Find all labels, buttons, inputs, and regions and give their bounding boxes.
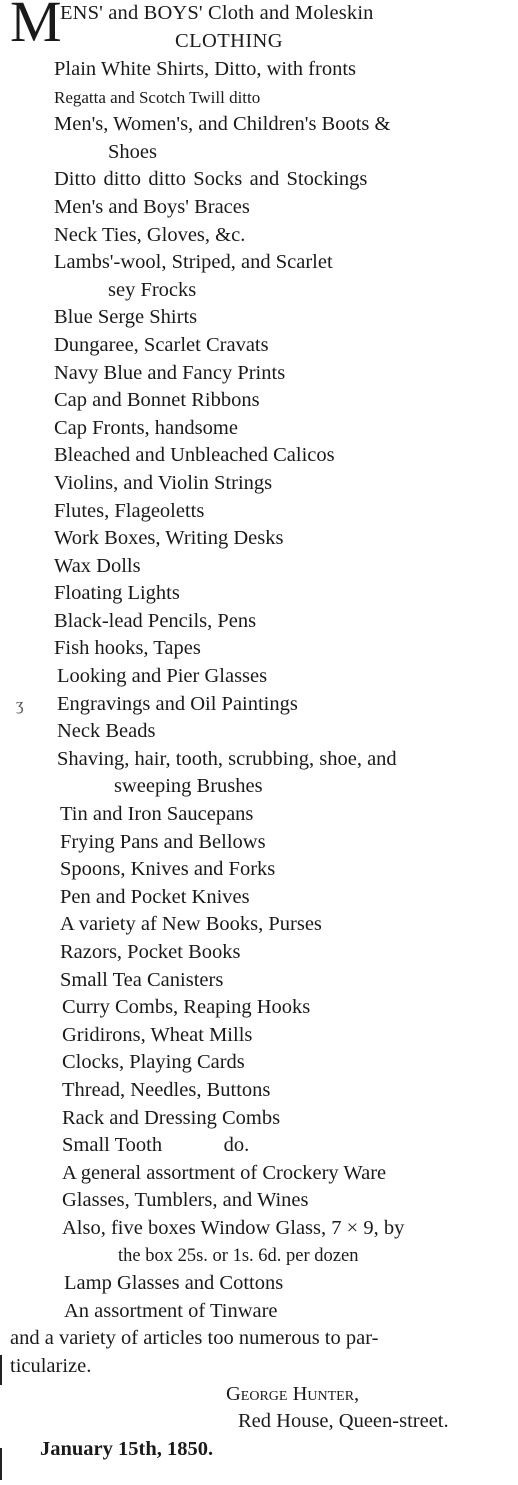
line-text: Gridirons, Wheat Mills <box>62 1023 253 1046</box>
line-text: Red House, Queen-street. <box>238 1410 449 1433</box>
line-text: Shaving, hair, tooth, scrubbing, shoe, and <box>57 747 397 770</box>
text-line <box>0 663 518 691</box>
text-line <box>0 939 518 967</box>
text-line <box>0 1270 518 1298</box>
text-line <box>0 1298 518 1326</box>
line-text: Plain White Shirts, Ditto, with fronts <box>54 58 356 80</box>
line-text: Pen and Pocket Knives <box>60 885 250 908</box>
text-line <box>0 1408 518 1436</box>
text-line <box>0 1105 518 1133</box>
line-text: sey Frocks <box>108 278 197 301</box>
line-text: the box 25s. or 1s. 6d. per dozen <box>118 1245 359 1266</box>
text-line <box>0 911 518 939</box>
line-text: Regatta and Scotch Twill ditto <box>54 87 261 107</box>
text-line <box>0 1049 518 1077</box>
line-text: Razors, Pocket Books <box>60 941 241 963</box>
line-text: Ditto ditto ditto Socks and Stockings <box>54 168 368 191</box>
text-line <box>0 635 518 663</box>
line-text: Curry Combs, Reaping Hooks <box>62 996 311 1019</box>
line-text: Dungaree, Scarlet Cravats <box>54 333 269 356</box>
text-line <box>0 1187 518 1215</box>
line-text: Neck Beads <box>57 720 156 743</box>
text-line <box>0 884 518 912</box>
line-text: Glasses, Tumblers, and Wines <box>62 1189 309 1212</box>
text-line <box>0 1243 518 1271</box>
text-line <box>0 1436 518 1464</box>
line-text: Wax Dolls <box>54 554 141 577</box>
line-text: Lambs'-wool, Striped, and Scarlet <box>54 251 333 274</box>
heading-line-2: CLOTHING <box>175 30 283 52</box>
line-text: Men's and Boys' Braces <box>54 195 250 218</box>
line-text: Looking and Pier Glasses <box>57 665 268 688</box>
text-line <box>0 1022 518 1050</box>
text-line <box>0 194 518 222</box>
text-line <box>0 277 518 305</box>
line-text: sweeping Brushes <box>114 775 263 798</box>
line-text: Small Tea Canisters <box>60 968 224 991</box>
text-line <box>0 856 518 884</box>
text-line <box>0 332 518 360</box>
text-line <box>0 1215 518 1243</box>
line-text: Work Boxes, Writing Desks <box>54 527 284 550</box>
line-text: Navy Blue and Fancy Prints <box>54 361 286 384</box>
text-line <box>0 304 518 332</box>
text-line <box>0 773 518 801</box>
text-line <box>0 415 518 443</box>
line-text: A variety af New Books, Purses <box>60 913 322 936</box>
text-line <box>0 691 518 719</box>
advertisement-heading <box>10 0 518 56</box>
line-text: Engravings and Oil Paintings <box>57 692 298 715</box>
line-text: and a variety of articles too numerous to par- <box>10 1327 379 1350</box>
text-line <box>0 1160 518 1188</box>
line-text: Cap Fronts, handsome <box>54 416 238 439</box>
text-line <box>0 139 518 167</box>
line-text: Cap and Bonnet Ribbons <box>54 389 260 412</box>
line-text: Floating Lights <box>54 582 180 605</box>
heading-line-1: ENS' and BOYS' Cloth and Moleskin <box>60 2 374 24</box>
line-text: Men's, Women's, and Children's Boots & <box>54 113 391 136</box>
text-line <box>0 801 518 829</box>
line-text: Also, five boxes Window Glass, 7 × 9, by <box>62 1216 405 1239</box>
line-text: Tin and Iron Saucepans <box>60 803 254 826</box>
text-line <box>0 360 518 388</box>
line-text: Fish hooks, Tapes <box>54 637 201 660</box>
line-text: Clocks, Playing Cards <box>62 1051 245 1074</box>
line-text: ticularize. <box>10 1354 92 1377</box>
margin-mark: ʒ <box>16 694 24 714</box>
line-text: January 15th, 1850. <box>40 1437 214 1460</box>
text-line <box>0 746 518 774</box>
line-text: Thread, Needles, Buttons <box>62 1078 271 1101</box>
text-line <box>0 387 518 415</box>
line-text: Violins, and Violin Strings <box>54 471 273 494</box>
item-list <box>0 56 518 1463</box>
line-text: Small Tooth do. <box>62 1134 250 1157</box>
text-line <box>0 442 518 470</box>
line-text: Lamp Glasses and Cottons <box>64 1272 284 1295</box>
text-line <box>0 994 518 1022</box>
left-margin-rule <box>0 1448 2 1480</box>
text-line <box>0 166 518 194</box>
line-text: An assortment of Tinware <box>64 1299 278 1322</box>
text-line <box>0 1381 518 1409</box>
text-line <box>0 470 518 498</box>
text-line <box>0 498 518 526</box>
line-text: Rack and Dressing Combs <box>62 1106 281 1129</box>
text-line <box>0 967 518 995</box>
line-text: George Hunter, <box>226 1382 360 1405</box>
text-line <box>0 1077 518 1105</box>
text-line <box>0 111 518 139</box>
drop-cap: M <box>10 0 62 54</box>
text-line <box>0 525 518 553</box>
text-line <box>0 1325 518 1353</box>
line-text: Black-lead Pencils, Pens <box>54 609 257 632</box>
text-line <box>0 829 518 857</box>
line-text: Neck Ties, Gloves, &c. <box>54 223 246 246</box>
line-text: Shoes <box>108 140 157 163</box>
left-margin-rule <box>0 1355 2 1385</box>
line-text: Bleached and Unbleached Calicos <box>54 444 335 467</box>
line-text: Frying Pans and Bellows <box>60 830 266 853</box>
line-text: Flutes, Flageoletts <box>54 499 205 522</box>
text-line <box>0 249 518 277</box>
line-text: Blue Serge Shirts <box>54 306 198 329</box>
text-line <box>0 1353 518 1381</box>
line-text: A general assortment of Crockery Ware <box>62 1161 387 1184</box>
text-line <box>0 84 518 112</box>
text-line <box>0 553 518 581</box>
text-line <box>0 222 518 250</box>
text-line <box>0 718 518 746</box>
text-line <box>0 608 518 636</box>
text-line <box>0 1132 518 1160</box>
text-line <box>0 56 518 84</box>
text-line <box>0 580 518 608</box>
line-text: Spoons, Knives and Forks <box>60 858 276 881</box>
